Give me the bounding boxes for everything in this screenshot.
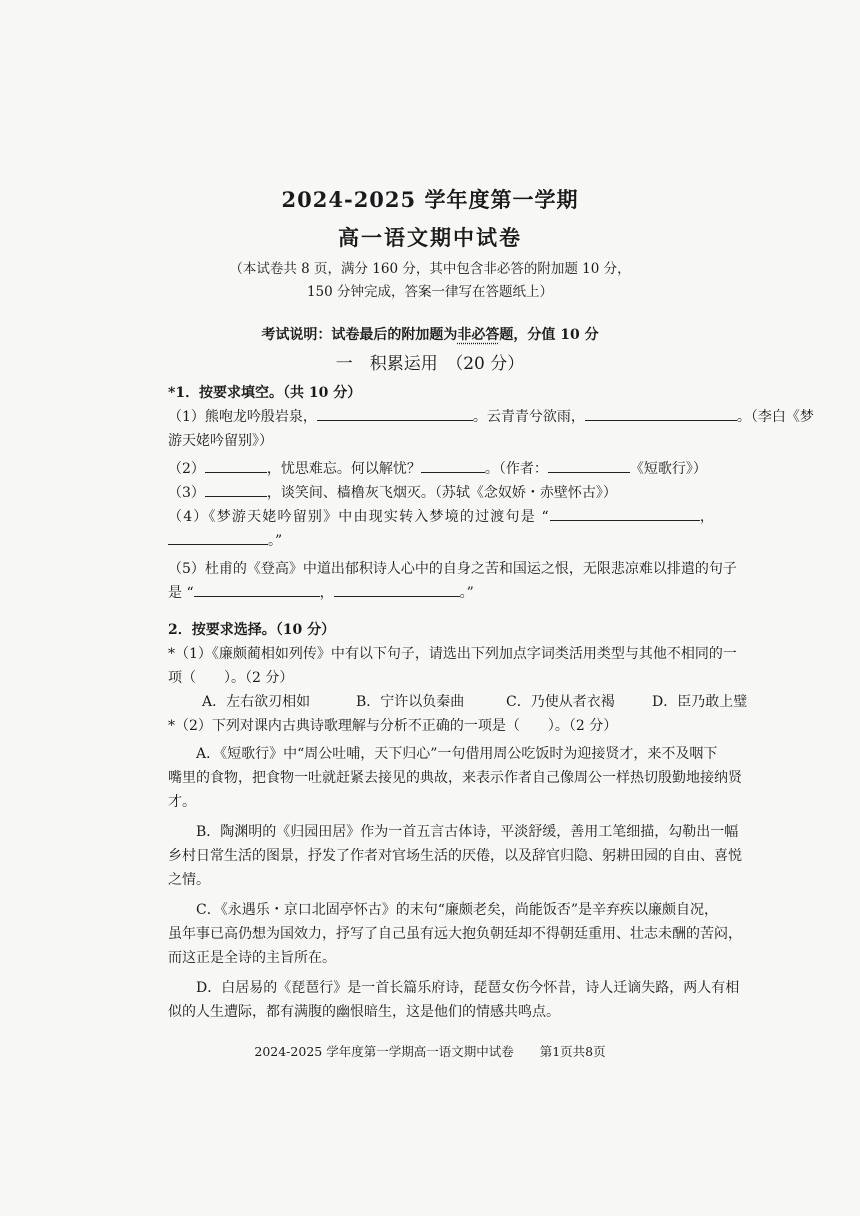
exam-note-line2: 150 分钟完成，答案一律写在答题纸上）	[306, 284, 554, 300]
q1-item-1: （1）熊咆龙吟殷岩泉， 。云青青兮欲雨， 。（李白《梦	[168, 405, 782, 429]
question-1	[168, 381, 814, 605]
answer-blank[interactable]	[585, 406, 737, 421]
answer-blank[interactable]	[168, 530, 268, 545]
exam-year-title: 2024-2025 学年度第一学期	[281, 187, 579, 212]
section-heading: 一 积累运用 （20 分）	[335, 354, 525, 374]
q2-sub-2-option-b[interactable]: B．陶渊明的《归园田居》作为一首五言古体诗，平淡舒缓，善用工笔细描，勾勒出一幅 乡村日常生活的图景，抒发了作者对官场生活的厌倦，以及辞官归隐、躬耕田园的自由、喜悦 之情。	[168, 824, 742, 888]
q2-sub-2-option-d[interactable]: D．白居易的《琵琶行》是一首长篇乐府诗，琵琶女伤今怀昔，诗人迁谪失路，两人有相 似的人生遭际，都有满腹的幽恨暗生，这是他们的情感共鸣点。	[168, 980, 740, 1020]
answer-blank[interactable]	[550, 506, 700, 521]
page-footer	[0, 1042, 860, 1060]
q2-sub-1: *（1）《廉颇蔺相如列传》中有以下句子，请选出下列加点字词类活用类型与其他不相同的一	[168, 646, 737, 662]
q1-item-4: （4）《梦游天姥吟留别》中由现实转入梦境的过渡句是 “ ，	[168, 505, 782, 529]
q1-item-1-cont: 游天姥吟留别》）	[168, 433, 273, 449]
answer-blank[interactable]	[205, 458, 267, 473]
question-1-heading: *1．按要求填空。（共 10 分）	[168, 385, 362, 401]
option-b[interactable]: B．宁许以负秦曲	[356, 694, 465, 710]
q1-item-5-cont: 是 “ ， 。”	[168, 581, 782, 605]
q1-item-5: （5）杜甫的《登高》中道出郁积诗人心中的自身之苦和国运之恨，无限悲凉难以排遣的句子	[168, 561, 737, 577]
exam-explanation: 考试说明：试卷最后的附加题为非必答题，分值 10 分	[261, 327, 599, 343]
option-c[interactable]: C．乃使从者衣褐	[506, 694, 615, 710]
q2-sub-2-option-c[interactable]: C．《永遇乐・京口北固亭怀古》的末句“廉颇老矣，尚能饭否”是辛弃疾以廉颇自况， 虽年事已高仍想为国效力，抒写了自己虽有远大抱负朝廷却不得朝廷重用、壮志未酬的苦闷， 而这正是全诗的主旨所在。	[168, 902, 742, 966]
footer-title: 2024-2025 学年度第一学期高一语文期中试卷	[254, 1044, 514, 1059]
exam-subject-title: 高一语文期中试卷	[338, 225, 522, 250]
answer-blank[interactable]	[548, 458, 630, 473]
q1-item-3: （3） ，谈笑间、樯橹灰飞烟灭。（苏轼《念奴娇・赤壁怀古》）	[168, 481, 782, 505]
q1-item-4-cont: 。”	[168, 529, 782, 553]
answer-blank[interactable]	[317, 406, 473, 421]
option-a[interactable]: A．左右欲刃相如	[202, 694, 311, 710]
q2-sub-2-option-a[interactable]: A．《短歌行》中“周公吐哺，天下归心”一句借用周公吃饭时为迎接贤才，来不及咽下 嘴里的食物，把食物一吐就赶紧去接见的典故，来表示作者自己像周公一样热切殷勤地接纳贤 才。	[168, 746, 742, 810]
answer-blank[interactable]	[334, 582, 460, 597]
page-number: 第1页共8页	[539, 1044, 606, 1059]
exam-note-line1: （本试卷共 8 页，满分 160 分，其中包含非必答的附加题 10 分，	[229, 261, 631, 277]
answer-blank[interactable]	[194, 582, 320, 597]
q2-sub-1-options	[168, 690, 782, 714]
question-2	[168, 618, 782, 1024]
answer-blank[interactable]	[421, 458, 485, 473]
option-d[interactable]: D．臣乃敢上璧	[652, 694, 748, 710]
q2-sub-2: *（2）下列对课内古典诗歌理解与分析不正确的一项是（ ）。（2 分）	[168, 718, 618, 734]
q1-item-2: （2） ，忧思难忘。何以解忧？ 。（作者： 《短歌行》）	[168, 457, 782, 481]
question-2-heading: 2．按要求选择。（10 分）	[168, 622, 336, 638]
q2-sub-1-cont: 项（ ）。（2 分）	[168, 670, 294, 686]
answer-blank[interactable]	[205, 482, 267, 497]
